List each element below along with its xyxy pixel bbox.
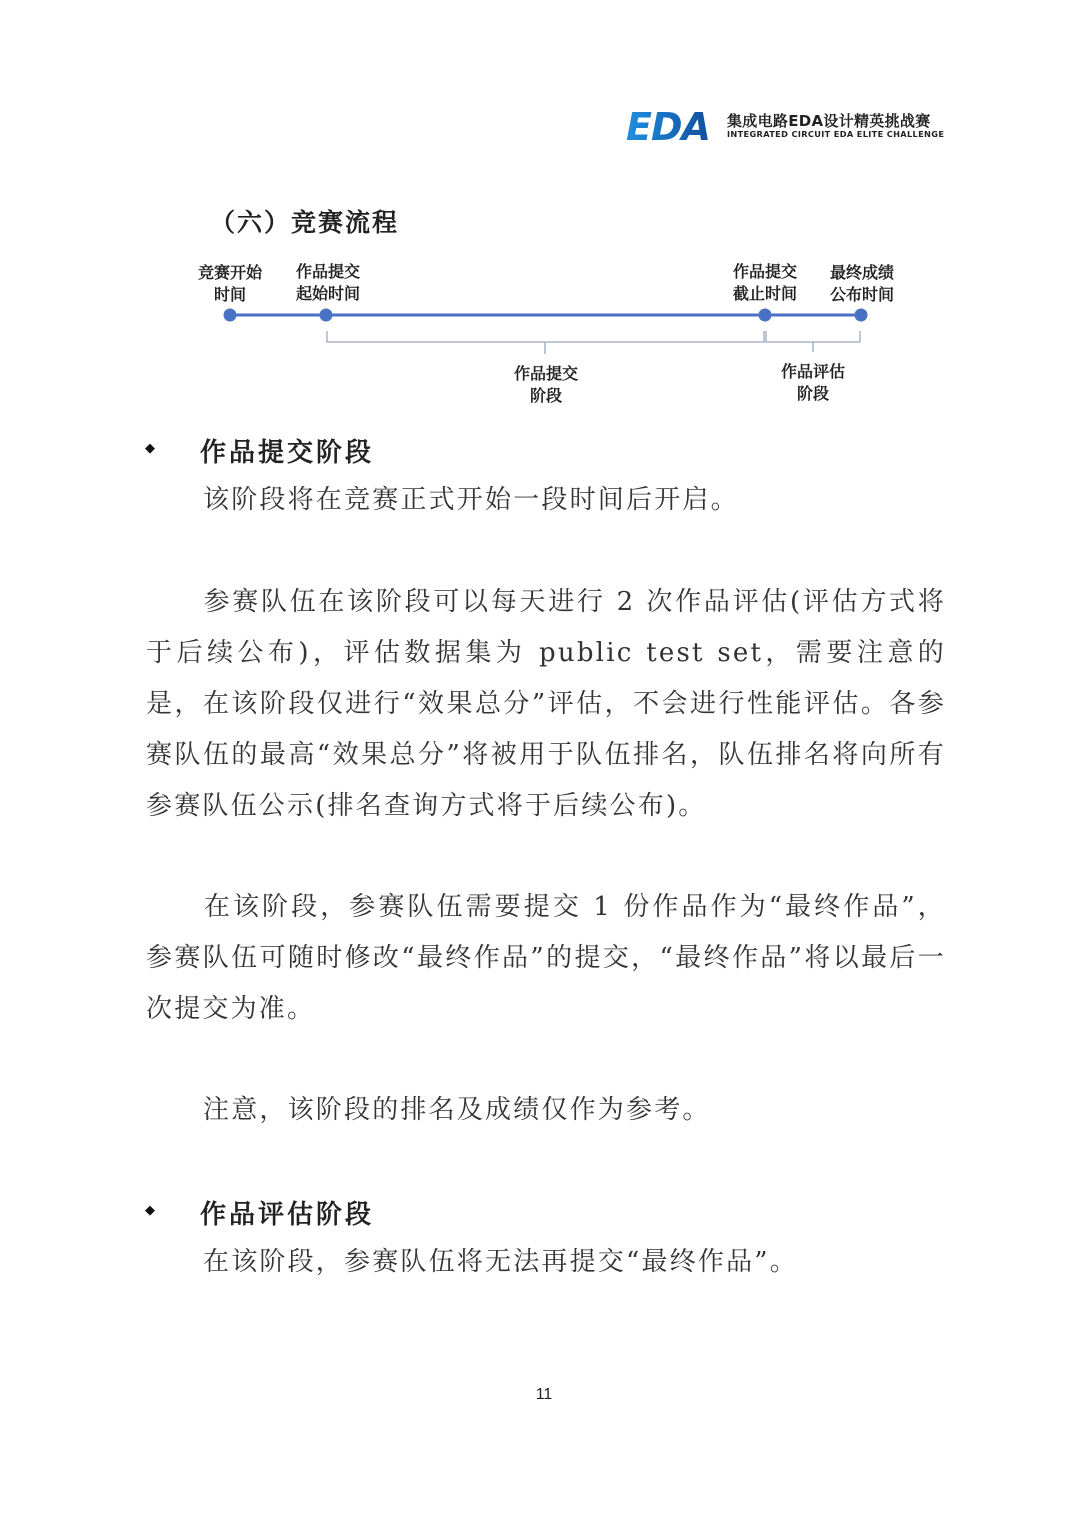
bullet-diamond-icon: ◆ xyxy=(145,1203,155,1218)
section-title: （六）竞赛流程 xyxy=(210,208,400,237)
phase-label-submission: 作品提交 阶段 xyxy=(513,364,579,405)
milestone-dot-submit-end xyxy=(759,309,772,322)
evaluation-intro: 在该阶段，参赛队伍将无法再提交“最终作品”。 xyxy=(203,1247,798,1277)
bullet-diamond-icon: ◆ xyxy=(145,441,155,456)
challenge-title-en: INTEGRATED CIRCUIT EDA ELITE CHALLENGE xyxy=(727,129,945,139)
evaluation-phase-bracket xyxy=(766,331,860,352)
submission-paragraph-2: 在该阶段，参赛队伍需要提交 1 份作品作为“最终作品”，参赛队伍可随时修改“最终作品”的提交，“最终作品”将以最后一次提交为准。 xyxy=(146,892,946,1024)
challenge-title-cn: 集成电路EDA设计精英挑战赛 xyxy=(727,112,931,130)
page-number: 11 xyxy=(535,1386,553,1403)
eda-logo xyxy=(626,108,718,144)
submission-note: 注意，该阶段的排名及成绩仅作为参考。 xyxy=(203,1095,711,1125)
competition-timeline xyxy=(0,250,1080,420)
submission-intro: 该阶段将在竞赛正式开始一段时间后开启。 xyxy=(203,485,739,515)
milestone-dot-results xyxy=(855,309,868,322)
phase-label-evaluation: 作品评估 阶段 xyxy=(780,362,846,403)
milestone-dot-submit-start xyxy=(320,309,333,322)
milestone-label-results: 最终成绩 公布时间 xyxy=(829,263,895,304)
submission-paragraph-1: 参赛队伍在该阶段可以每天进行 2 次作品评估(评估方式将于后续公布)，评估数据集为 public test set，需要注意的是，在该阶段仅进行“效果总分”评估，不会进行性能评估。各参赛队伍的最高“效果总分”将被用于队伍排名，队伍排名将向所有参赛队伍公示(排名查询方式将于后续公布)。 xyxy=(146,587,946,821)
milestone-label-submit-end: 作品提交 截止时间 xyxy=(732,262,798,303)
milestone-label-submit-start: 作品提交 起始时间 xyxy=(295,262,361,303)
subsection-heading-submission: 作品提交阶段 xyxy=(200,438,375,468)
subsection-heading-evaluation: 作品评估阶段 xyxy=(200,1200,375,1230)
svg-text:EDA: EDA xyxy=(626,108,710,144)
submission-phase-bracket xyxy=(327,331,764,354)
milestone-dot-start xyxy=(224,309,237,322)
milestone-label-start: 竞赛开始 时间 xyxy=(197,263,263,304)
